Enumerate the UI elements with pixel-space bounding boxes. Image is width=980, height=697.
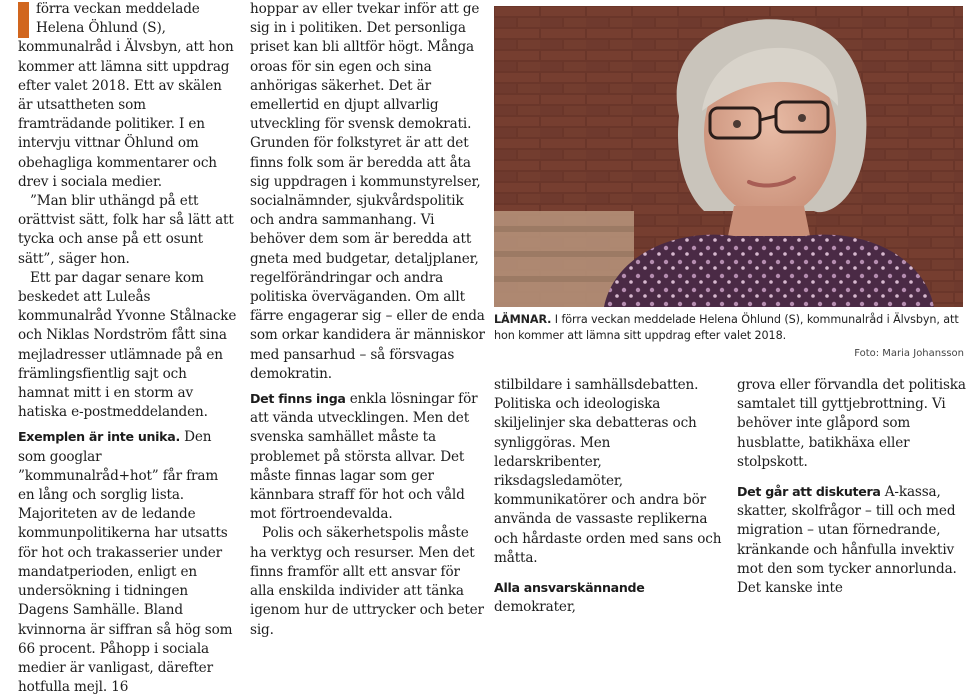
caption-text: I förra veckan meddelade Helena Öhlund (S), kommunalråd i Älvsbyn, att hon kommer att lämna sitt uppdrag efter valet 2018. <box>494 313 959 342</box>
paragraph-text: demokrater, <box>494 599 576 616</box>
portrait-illustration <box>494 6 963 307</box>
subhead-lead: Det finns inga <box>250 391 346 407</box>
subhead-lead: Det går att diskutera <box>737 484 881 500</box>
photo-caption <box>494 312 966 344</box>
subhead-lead: Alla ansvarskännande <box>494 580 645 596</box>
article-paragraph <box>494 578 722 617</box>
article-paragraph: Ett par dagar senare kom beskedet att Luleås kommunalråd Yvonne Stålnacke och Niklas Nordström fått sina mejladresser utlämnade på en främlingsfientlig sajt och hamnat mitt i en storm av hatiska e-postmeddelanden. <box>18 269 237 421</box>
article-paragraph: hoppar av eller tvekar inför att ge sig in i politiken. Det personliga priset kan bli alltför högt. Många oroas för sin egen och sina anhörigas säkerhet. Det är emellertid en djupt allvarlig utveckling för svensk demokrati. Grunden för folkstyret är att det finns folk som är beredda att åta sig uppdragen i kommunstyrelser, socialnämnder, sjukvårdspolitik och andra sammanhang. Vi behöver dem som är beredda att gneta med budgetar, detaljplaner, regelförändringar och andra politiska överväganden. Om allt färre engagerar sig – eller de enda som orkar kandidera är människor med pansarhud – så försvagas demokratin. <box>250 1 485 382</box>
photo-credit: Foto: Maria Johansson <box>854 348 964 359</box>
paragraph-text: A-kassa, skatter, skolfrågor – till och med migration – utan förnedrande, kränkande och hånfulla invektiv mot den som tycker annorlunda. Det kanske inte <box>737 484 957 597</box>
article-column-2 <box>250 0 486 638</box>
article-paragraph: Polis och säkerhetspolis måste ha verktyg och resurser. Men det finns framför allt ett ansvar för alla enskilda individer att tänka igenom hur de uttrycker och beter sig. <box>250 525 484 638</box>
portrait-photo <box>494 6 963 307</box>
article-paragraph <box>18 427 238 697</box>
article-paragraph <box>250 389 486 524</box>
subhead-lead: Exemplen är inte unika. <box>18 429 180 445</box>
article-paragraph <box>18 0 238 192</box>
paragraph-text: Den som googlar ”kommunalråd+hot” får fram en lång och sorglig lista. Majoriteten av de ledande kommunpolitikerna har utsatts för hot och trakasserier under mandatperioden, enligt en undersökning i tidningen Dagens Samhälle. Bland kvinnorna är siffran så hög som 66 procent. Påhopp i sociala medier är vanligast, därefter hotfulla mejl. 16 <box>18 429 233 696</box>
article-paragraph: grova eller förvandla det politiska samtalet till gyttjebrottning. Vi behöver inte glåpord som husblatte, batikhäxa eller stolpskott. <box>737 377 966 470</box>
caption-lead: LÄMNAR. <box>494 313 552 326</box>
article-paragraph <box>737 482 967 598</box>
paragraph-text: enkla lösningar för att vända utvecklingen. Men det svenska samhället måste ta problemet på största allvar. Det måste finnas lagar som ger kännbara straff för hot och våld mot förtroendevalda. <box>250 391 478 523</box>
intro-text: förra veckan meddelade Helena Öhlund (S), kommunalråd i Älvsbyn, att hon kommer att lämna sitt uppdrag efter valet 2018. Ett av skälen är utsattheten som framträdande politiker. I en intervju vittnar Öhlund om obehagliga kommentarer och drev i sociala medier. <box>18 1 234 190</box>
article-column-3 <box>494 376 722 616</box>
drop-cap-marker <box>18 2 29 38</box>
article-paragraph: stilbildare i samhällsdebatten. Politiska och ideologiska skiljelinjer ska debatteras och synliggöras. Men ledarskribenter, riksdagsledamöter, kommunikatörer och andra bör använda de vassaste replikerna och hårdaste orden med sans och måtta. <box>494 377 722 566</box>
quote-paragraph: ”Man blir uthängd på ett orättvist sätt, folk har så lätt att tycka och anse på ett osunt sätt”, säger hon. <box>18 193 234 267</box>
article-column-4 <box>737 376 967 597</box>
article-column-1 <box>18 0 238 696</box>
